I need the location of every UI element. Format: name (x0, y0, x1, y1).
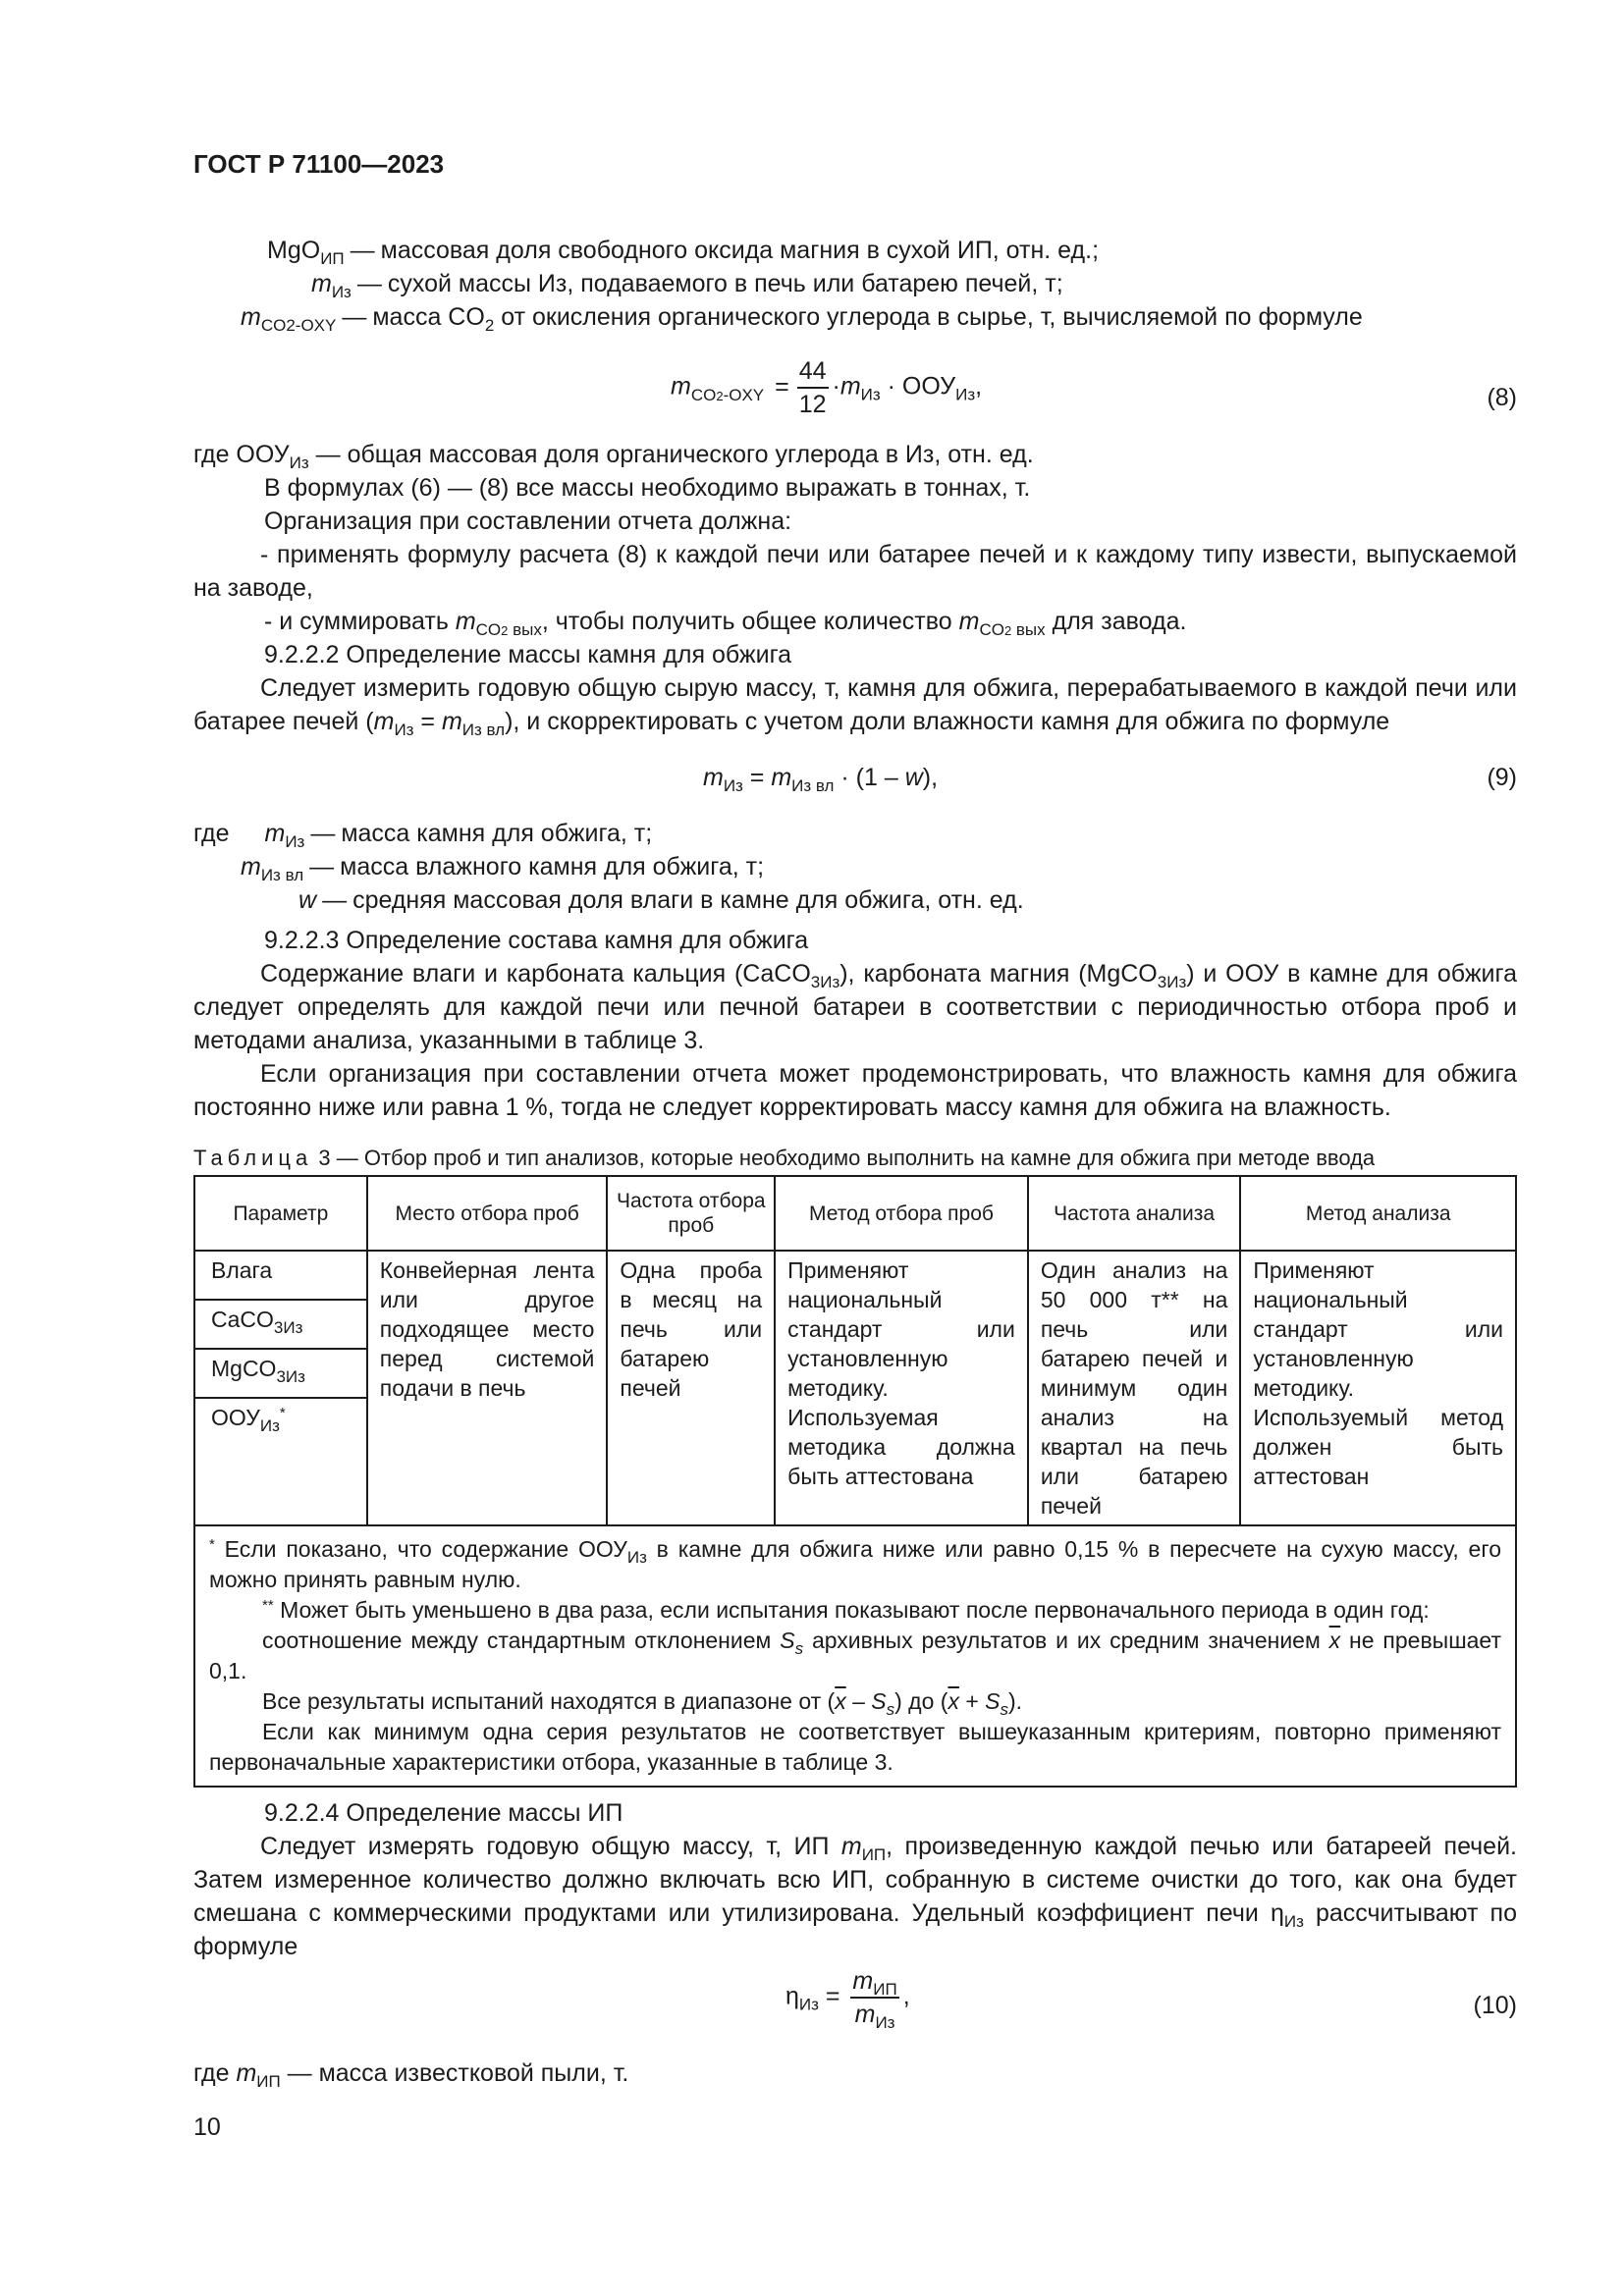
section-9-2-2-4-text: Следует измерять годовую общую массу, т, ИП $m_{ИП}$, произведенную каждой печью или батареей печей. Затем измеренное количество должно включать всю ИП, собранную в системе очистки до того, как она будет смешана с коммерческими продуктами или утилизирована. Удельный коэффициент печи $\eta_{Из}$ рассчитывают по формуле (193, 1833, 1517, 1960)
table-3-caption: Таблица 3 — Отбор проб и тип анализов, которые необходимо выполнить на камне для обжига при методе ввода (193, 1146, 1376, 1170)
fraction-44-12: $\frac{44}{12}$ (798, 357, 827, 418)
definition-m-co2-oxy: $m_{CO2-OXY}$ — масса $CO_2$ от окисления органического углерода в сырье, т, вычисляемой по формуле (241, 303, 1363, 335)
param-oou: $ООУ_{Из}^*$ (211, 1405, 286, 1435)
equation-number-8: (8) (1487, 384, 1517, 411)
table-notes-row (194, 1525, 1516, 1787)
definition-m-iz: $m_{Из}$ — сухой массы Из, подаваемого в печь или батарею печей, т; (311, 270, 1063, 301)
units-note: В формулах (6) — (8) все массы необходимо выражать в тоннах, т. (264, 474, 1031, 502)
parameter-cell (194, 1251, 367, 1525)
section-9-2-2-3-p1: Содержание влаги и карбоната кальция (CaCO$_{3Из}$), карбоната магния (MgCO$_{3Из}$) и ООУ в камне для обжига следует определять для каждой печи или печной батареи в соответствии с периодичностью отбора проб и методами анализа, указанными в таблице 3. (193, 960, 1517, 1054)
col-header-sampling-place: Место отбора проб (367, 1176, 608, 1251)
where-oou: где $ООУ_{Из}$ — общая массовая доля органического углерода в Из, отн. ед. (193, 441, 1034, 472)
fraction-eq10: $\frac{m_{ИП}}{m_{Из}}$ (852, 1967, 897, 2032)
equation-10: $\eta_{Из}$ = $\frac{m_{ИП}}{m_{Из}}$ , (785, 1967, 910, 2032)
col-header-analysis-method: Метод анализа (1240, 1176, 1516, 1251)
analysis-frequency-cell: Один анализ на 50 000 т** на печь или батарею печей и минимум один анализ на квартал на печь или батарею печей (1028, 1251, 1241, 1525)
organization-must: Организация при составлении отчета должна: (264, 507, 792, 535)
note-2: ** Может быть уменьшено в два раза, если испытания показывают после первоначального периода в один год: (262, 1597, 1430, 1623)
definition-m-iz-vl: $m_{Из вл}$ — масса влажного камня для обжига, т; (241, 853, 765, 884)
table-3 (193, 1175, 1517, 1788)
definition-w: w — средняя массовая доля влаги в камне для обжига, отн. ед. (298, 886, 1024, 914)
param-mgco3: MgCO$_{3Из}$ (195, 1350, 366, 1399)
note-3: соотношение между стандартным отклонением $S_s$ архивных результатов и их средним значением $\overline{x}$ не превышает 0,1. (209, 1628, 1501, 1683)
section-9-2-2-4-title: 9.2.2.4 Определение массы ИП (264, 1799, 623, 1827)
col-header-sampling-frequency: Частота отбора проб (607, 1176, 775, 1251)
definition-m-ip: где $m_{ИП}$ — масса известковой пыли, т. (193, 2059, 629, 2091)
note-4: Все результаты испытаний находятся в диапазоне от $(\overline{x} - S_s)$ до $(\overline{x} + S_s)$. (262, 1688, 1023, 1719)
section-9-2-2-2-text: Следует измерить годовую общую сырую массу, т, камня для обжига, перерабатываемого в каждой печи или батарее печей $(m_{Из} = m_{Из вл})$, и скорректировать с учетом доли влажности камня для обжига по формуле (193, 674, 1517, 739)
analysis-method-cell: Применяют национальный стандарт или установленную методику. Используемый метод должен быть аттестован (1240, 1251, 1516, 1525)
note-1: * Если показано, что содержание $ООУ_{Из}$ в камне для обжига ниже или равно 0,15 % в пересчете на сухую массу, его можно принять равным нулю. (209, 1536, 1501, 1592)
param-caco3: CaCO$_{3Из}$ (195, 1301, 366, 1350)
col-header-sampling-method: Метод отбора проб (775, 1176, 1028, 1251)
section-9-2-2-3-title: 9.2.2.3 Определение состава камня для обжига (264, 927, 809, 954)
equation-9: $m_{Из} = m_{Из вл} \cdot (1 - w)$, (703, 764, 939, 795)
definition-mgo: MgO$_{ИП}$ — массовая доля свободного оксида магния в сухой ИП, отн. ед.; (267, 237, 1100, 268)
section-9-2-2-3-p2: Если организация при составлении отчета может продемонстрировать, что влажность камня для обжига постоянно ниже или равна 1 %, тогда не следует корректировать массу камня для обжига на влажность. (193, 1060, 1517, 1121)
param-moisture: Влага (195, 1252, 366, 1301)
apply-formula-item: - применять формулу расчета (8) к каждой печи или батарее печей и к каждому типу извести, выпускаемой на заводе, (193, 541, 1517, 602)
table-row (194, 1251, 1516, 1525)
standard-header: ГОСТ Р 71100—2023 (193, 149, 445, 179)
table-header-row (194, 1176, 1516, 1251)
sampling-method-cell: Применяют национальный стандарт или установленную методику. Используемая методика должна быть аттестована (775, 1251, 1028, 1525)
section-9-2-2-2-title: 9.2.2.2 Определение массы камня для обжига (264, 641, 792, 668)
page-number: 10 (193, 2113, 221, 2141)
sampling-place-cell: Конвейерная лента или другое подходящее место перед системой подачи в печь (367, 1251, 608, 1525)
sampling-frequency-cell: Одна проба в месяц на печь или батарею печей (607, 1251, 775, 1525)
equation-8: $m_{CO2-OXY}$ = $\frac{44}{12}$ $\cdot m_{Из} \cdot ООУ_{Из}$, (671, 357, 983, 418)
equation-number-9: (9) (1487, 764, 1517, 791)
table-notes (194, 1525, 1516, 1787)
definition-m-iz-2: где $m_{Из}$ — масса камня для обжига, т; (193, 820, 653, 851)
col-header-analysis-frequency: Частота анализа (1028, 1176, 1241, 1251)
symbol: MgO (267, 237, 321, 264)
note-5: Если как минимум одна серия результатов не соответствует вышеуказанным критериям, повторно применяют первоначальные характеристики отбора, указанные в таблице 3. (209, 1719, 1501, 1775)
equation-number-10: (10) (1473, 1992, 1517, 2019)
sum-item: - и суммировать $m_{CO2 вых}$, чтобы получить общее количество $m_{CO2 вых}$ для завода. (264, 608, 1187, 639)
col-header-parameter: Параметр (194, 1176, 367, 1251)
